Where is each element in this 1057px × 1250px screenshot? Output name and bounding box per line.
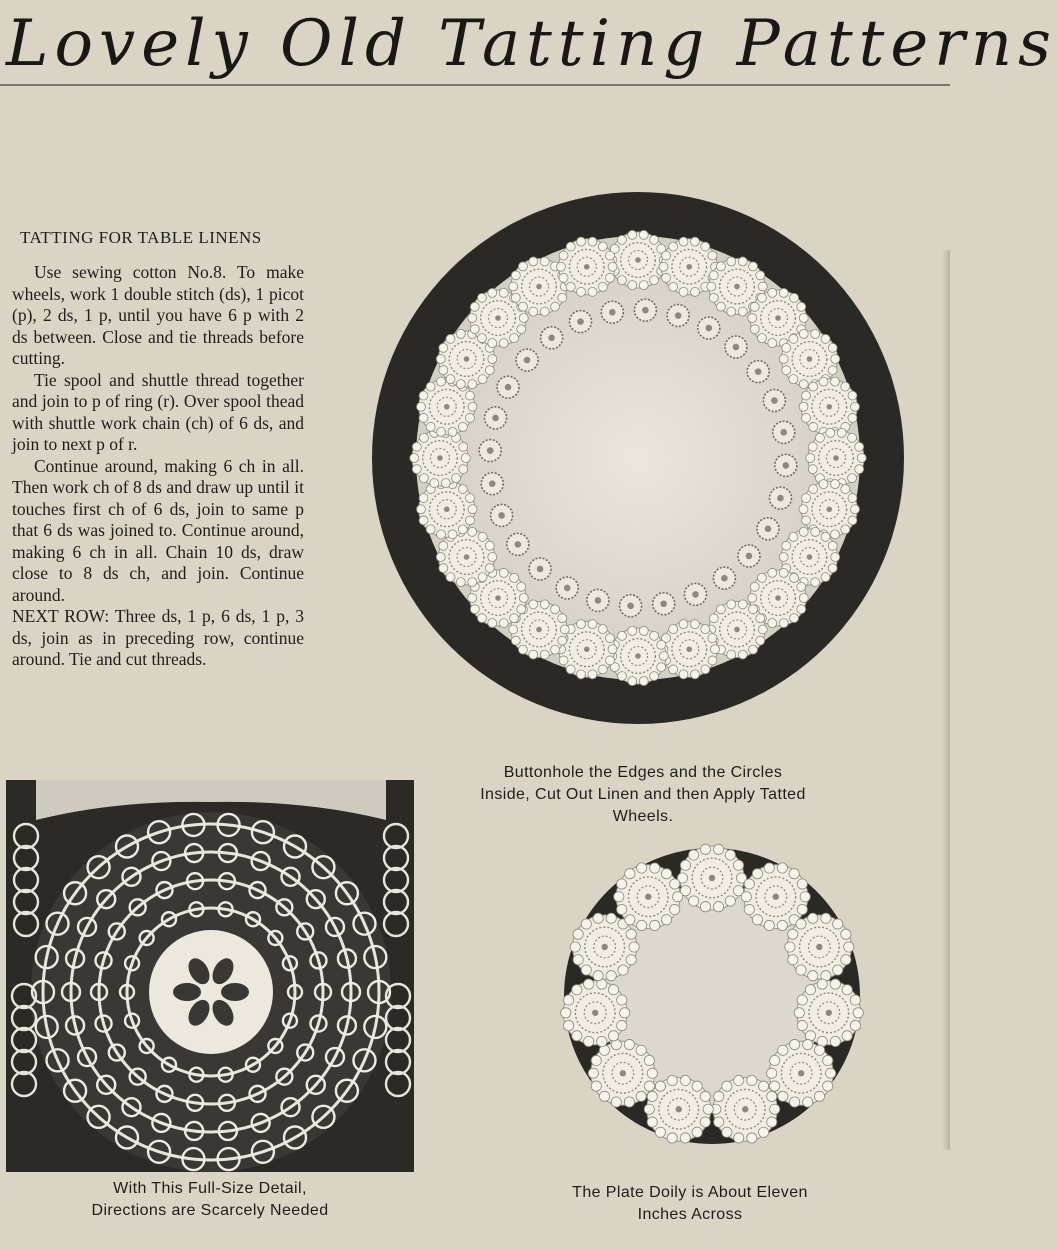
buttonhole-circle	[713, 567, 735, 589]
buttonhole-circle	[529, 558, 551, 580]
buttonhole-circle	[620, 595, 642, 617]
buttonhole-circle	[516, 349, 538, 371]
buttonhole-circle	[738, 545, 760, 567]
buttonhole-circle	[479, 440, 501, 462]
buttonhole-circle	[556, 577, 578, 599]
paragraph-2: Tie spool and shuttle thread together and join to p of ring (r). Over spool thead with shuttle work chain (ch) of 6 ds, and join to next p of r.	[12, 369, 304, 454]
buttonhole-circle	[507, 533, 529, 555]
page-edge-shadow	[942, 250, 950, 1150]
buttonhole-circle	[587, 589, 609, 611]
buttonhole-circle	[775, 454, 797, 476]
paragraph-4: NEXT ROW: Three ds, 1 p, 6 ds, 1 p, 3 ds, join as in preceding row, continue around. Tie and cut threads.	[12, 606, 304, 669]
buttonhole-circle	[667, 305, 689, 327]
buttonhole-circle	[698, 317, 720, 339]
buttonhole-circle	[684, 583, 706, 605]
buttonhole-circle	[763, 390, 785, 412]
buttonhole-circle	[570, 311, 592, 333]
article-body	[12, 262, 304, 671]
buttonhole-circle	[481, 473, 503, 495]
detail-photo	[6, 780, 414, 1172]
paragraph-1: Use sewing cotton No.8. To make wheels, work 1 double stitch (ds), 1 picot (p), 2 ds, 1 p, until you have 6 p with 2 ds between. Close and tie threads before cutting.	[12, 262, 304, 368]
buttonhole-circle	[541, 327, 563, 349]
paragraph-3: Continue around, making 6 ch in all. Then work ch of 8 ds and draw up until it touches first ch of 6 ds, join to same p that 6 ds was joined to. Continue around, making 6 ch in all. Chain 10 ds, draw close to 8 ds ch, and join. Continue around.	[12, 455, 304, 605]
title-rule	[0, 84, 950, 86]
article-heading: TATTING FOR TABLE LINENS	[20, 228, 262, 247]
buttonhole-circle	[491, 504, 513, 526]
buttonhole-circle	[634, 299, 656, 321]
lace-center-flower	[149, 930, 273, 1054]
buttonhole-circle	[747, 361, 769, 383]
large-doily-photo	[360, 190, 920, 730]
buttonhole-circle	[725, 336, 747, 358]
buttonhole-circle	[757, 518, 779, 540]
page-title: Lovely Old Tatting Patterns	[6, 7, 1057, 81]
buttonhole-circle	[653, 593, 675, 615]
buttonhole-circle	[773, 421, 795, 443]
detail-caption: With This Full-Size Detail, Directions are Scarcely Needed	[91, 1180, 329, 1219]
buttonhole-circle	[769, 487, 791, 509]
buttonhole-circle	[485, 407, 507, 429]
large-doily-caption: Buttonhole the Edges and the Circles Inside, Cut Out Linen and then Apply Tatted Wheels.	[480, 764, 806, 825]
plate-doily-caption: The Plate Doily is About Eleven Inches Across	[572, 1184, 808, 1223]
buttonhole-circle	[497, 376, 519, 398]
plate-doily-photo	[536, 828, 866, 1178]
buttonhole-circle	[601, 301, 623, 323]
